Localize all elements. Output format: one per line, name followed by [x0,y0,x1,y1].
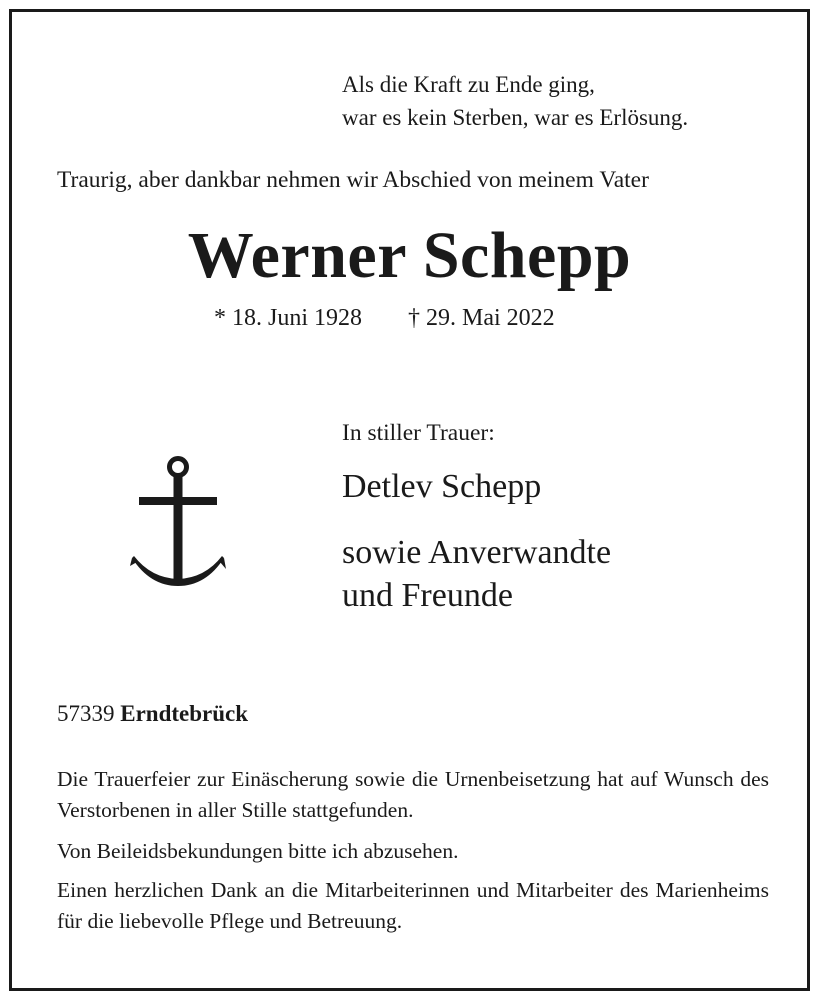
deceased-name: Werner Schepp [187,219,632,292]
life-dates [214,300,555,336]
poem-line-2: war es kein Sterben, war es Erlösung. [342,105,689,130]
relatives-text [342,531,722,617]
mourning-heading: In stiller Trauer: [342,420,495,446]
intro-text: Traurig, aber dankbar nehmen wir Abschied von meinem Vater [57,167,649,193]
postcode: 57339 [57,701,115,726]
poem-verse [342,68,688,134]
relatives-line-1: sowie Anverwandte [342,534,612,571]
poem-line-1: Als die Kraft zu Ende ging, [342,72,595,97]
relatives-line-2: und Freunde [342,577,513,614]
notice-ceremony: Die Trauerfeier zur Einäscherung sowie die Urnenbeisetzung hat auf Wunsch des Verstorbenen in aller Stille stattgefunden. [57,767,769,822]
location [57,698,248,730]
birth-date: * 18. Juni 1928 [214,305,363,331]
anchor-icon [128,452,230,592]
town: Erndtebrück [120,701,249,726]
notice-thanks: Einen herzlichen Dank an die Mitarbeiterinnen und Mitarbeiter des Marienheims für die liebevolle Pflege und Betreuung. [57,878,769,933]
notice-condolences: Von Beileidsbekundungen bitte ich abzusehen. [57,839,459,863]
death-date: † 29. Mai 2022 [408,305,555,331]
mourner-name: Detlev Schepp [342,468,542,505]
